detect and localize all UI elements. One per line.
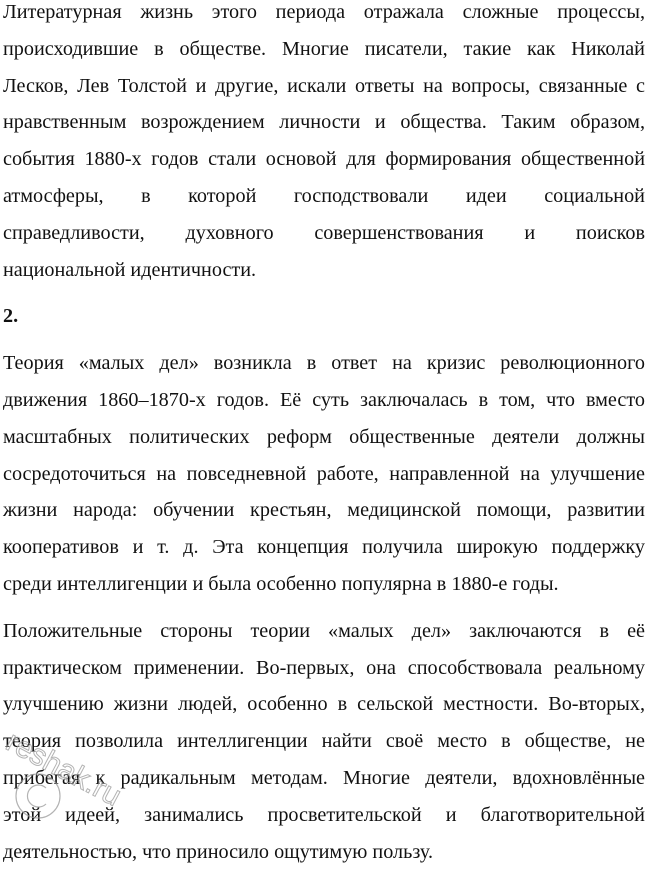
- text-line: Положительные стороны теории «малых дел» заключаются в её: [3, 619, 645, 642]
- text-line: Лесков, Лев Толстой и другие, искали ответы на вопросы, связанные с: [3, 74, 645, 97]
- text-line: национальной идентичности.: [3, 258, 257, 281]
- text-line: сосредоточиться на повседневной работе, направленной на улучшение: [3, 462, 645, 485]
- text-line: происходившие в обществе. Многие писатели, такие как Николай: [3, 37, 645, 60]
- text-line: деятельностью, что приносило ощутимую пользу.: [3, 840, 434, 863]
- text-line: масштабных политических реформ общественные деятели должны: [3, 425, 645, 448]
- text-line: среди интеллигенции и была особенно популярна в 1880-е годы.: [3, 572, 559, 595]
- text-line: справедливости, духовного совершенствования и поисков: [3, 221, 645, 244]
- text-line: улучшению жизни людей, особенно в сельской местности. Во-вторых,: [3, 693, 645, 716]
- watermark-text: reshak.ru: [0, 725, 127, 813]
- text-line: события 1880-х годов стали основой для формирования общественной: [3, 148, 645, 171]
- text-line: Литературная жизнь этого периода отражала сложные процессы,: [3, 1, 645, 23]
- paragraph-literary-life: [3, 0, 645, 294]
- text-line: нравственным возрождением личности и общества. Таким образом,: [3, 111, 645, 134]
- text-line: практическом применении. Во-первых, она способствовала реальному: [3, 656, 645, 679]
- text-line: Теория «малых дел» возникла в ответ на кризис революционного: [3, 352, 645, 375]
- text-line: теория позволила интеллигенции найти своё место в обществе, не: [3, 730, 645, 753]
- text-line: прибегая к радикальным методам. Многие деятели, вдохновлённые: [3, 766, 645, 789]
- paragraph-positive-sides: [0, 619, 645, 876]
- text-line: движения 1860–1870-х годов. Её суть заключалась в том, что вместо: [3, 388, 645, 411]
- paragraph-small-deeds-theory: [3, 351, 645, 609]
- text-line: жизни народа: обучении крестьян, медицинской помощи, развитии: [3, 499, 645, 522]
- text-line: атмосферы, в которой господствовали идеи социальной: [3, 184, 645, 207]
- text-line: кооперативов и т. д. Эта концепция получила широкую поддержку: [3, 536, 645, 559]
- text-line: этой идеей, занимались просветительской и благотворительной: [3, 803, 645, 826]
- section-heading: 2.: [3, 305, 19, 328]
